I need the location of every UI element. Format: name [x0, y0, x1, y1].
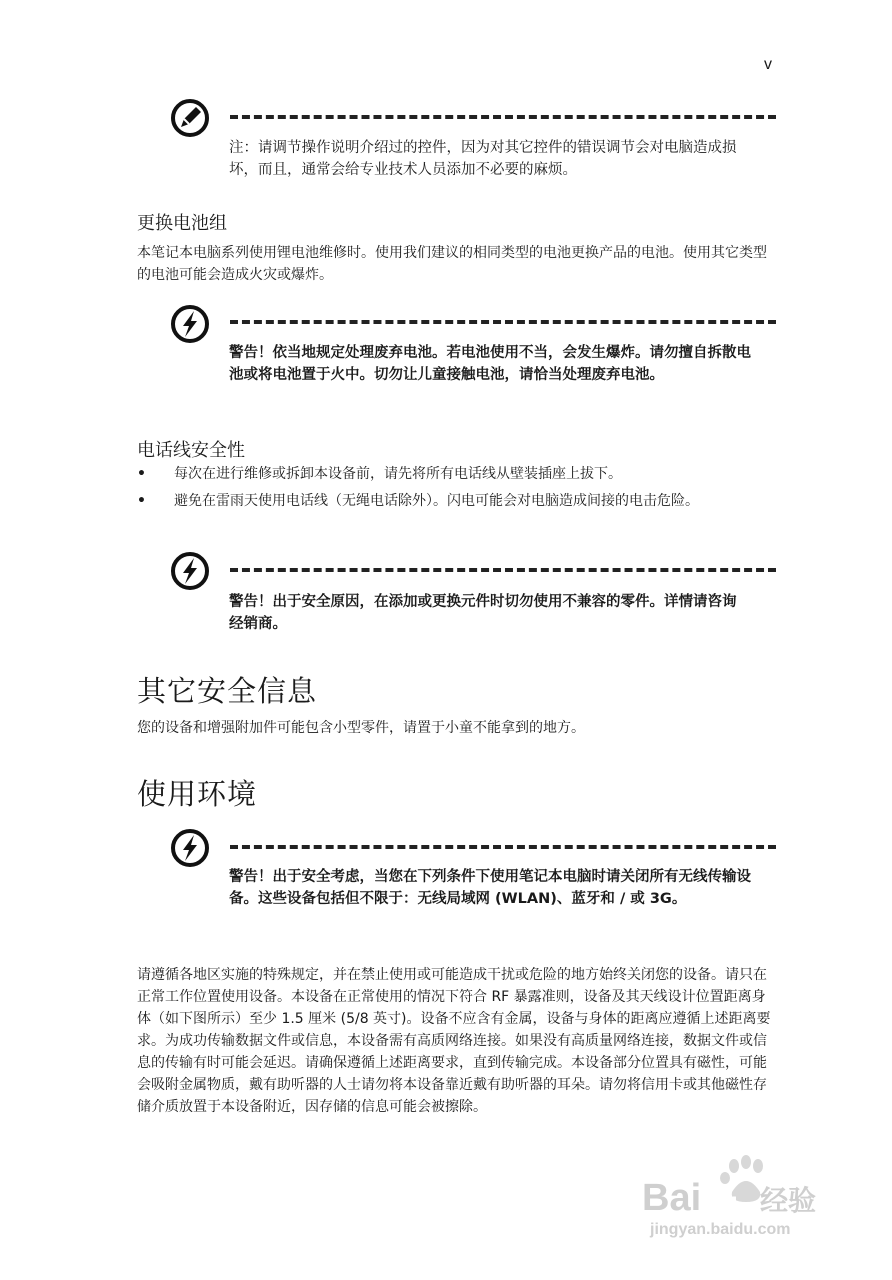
- phone-bullet-2: [137, 490, 777, 512]
- battery-paragraph: 本笔记本电脑系列使用锂电池维修时。使用我们建议的相同类型的电池更换产品的电池。使用其它类型的电池可能会造成火灾或爆炸。: [137, 245, 767, 283]
- note-pencil-icon: [170, 98, 210, 138]
- environment-warning-text: 警告！出于安全考虑，当您在下列条件下使用笔记本电脑时请关闭所有无线传输设备。这些设备包括但不限于：无线局域网 (WLAN)、蓝牙和 / 或 3G。: [229, 869, 751, 907]
- phone-bullet-1: [137, 463, 777, 485]
- bullet-dot: •: [137, 466, 146, 482]
- baidu-paw-icon: [642, 1140, 822, 1240]
- battery-heading: 更换电池组: [137, 213, 227, 234]
- note-text: 注：请调节操作说明介绍过的控件，因为对其它控件的错误调节会对电脑造成损坏，而且，通常会给专业技术人员添加不必要的麻烦。: [229, 140, 737, 178]
- watermark-url: jingyan.baidu.com: [650, 1221, 791, 1238]
- other-safety-paragraph: 您的设备和增强附加件可能包含小型零件，请置于小童不能拿到的地方。: [137, 720, 585, 736]
- lightning-warning-icon: [170, 828, 210, 868]
- phone-warning-divider: [230, 568, 776, 572]
- watermark-cn: 经验: [760, 1185, 817, 1216]
- bullet-text: 每次在进行维修或拆卸本设备前，请先将所有电话线从壁装插座上拔下。: [174, 466, 622, 482]
- bullet-dot: •: [137, 493, 146, 509]
- lightning-warning-icon: [170, 304, 210, 344]
- battery-warning-divider: [230, 320, 776, 324]
- watermark-brand: Bai: [642, 1177, 702, 1219]
- watermark-brand-suffix: du: [706, 1186, 738, 1216]
- environment-warning-divider: [230, 845, 776, 849]
- baidu-watermark: [642, 1140, 822, 1240]
- lightning-warning-icon: [170, 551, 210, 591]
- environment-heading: 使用环境: [137, 777, 258, 811]
- environment-paragraph: 请遵循各地区实施的特殊规定，并在禁止使用或可能造成干扰或危险的地方始终关闭您的设备。请只在正常工作位置使用设备。本设备在正常使用的情况下符合 RF 暴露准则，设备及其天线设计位置距离身体（如下图所示）至少 1.5 厘米 (5/8 英寸)。设备不应含有金属，设备与身体的距离应遵循上述距离要求。为成功传输数据文件或信息，本设备需有高质网络连接。如果没有高质量网络连接，数据文件或信息的传输有时可能会延迟。请确保遵循上述距离要求，直到传输完成。本设备部分位置具有磁性，可能会吸附金属物质，戴有助听器的人士请勿将本设备靠近戴有助听器的耳朵。请勿将信用卡或其他磁性存储介质放置于本设备附近，因存储的信息可能会被擦除。: [137, 967, 771, 1115]
- note-divider: [230, 115, 776, 119]
- phone-warning-text: 警告！出于安全原因，在添加或更换元件时切勿使用不兼容的零件。详情请咨询经销商。: [229, 594, 737, 632]
- battery-warning-text: 警告！依当地规定处理废弃电池。若电池使用不当，会发生爆炸。请勿擅自拆散电池或将电池置于火中。切勿让儿童接触电池，请恰当处理废弃电池。: [229, 345, 751, 383]
- bullet-text: 避免在雷雨天使用电话线（无绳电话除外）。闪电可能会对电脑造成间接的电击危险。: [174, 493, 699, 509]
- other-safety-heading: 其它安全信息: [137, 674, 318, 708]
- page-number: v: [764, 56, 772, 73]
- phone-heading: 电话线安全性: [137, 440, 245, 461]
